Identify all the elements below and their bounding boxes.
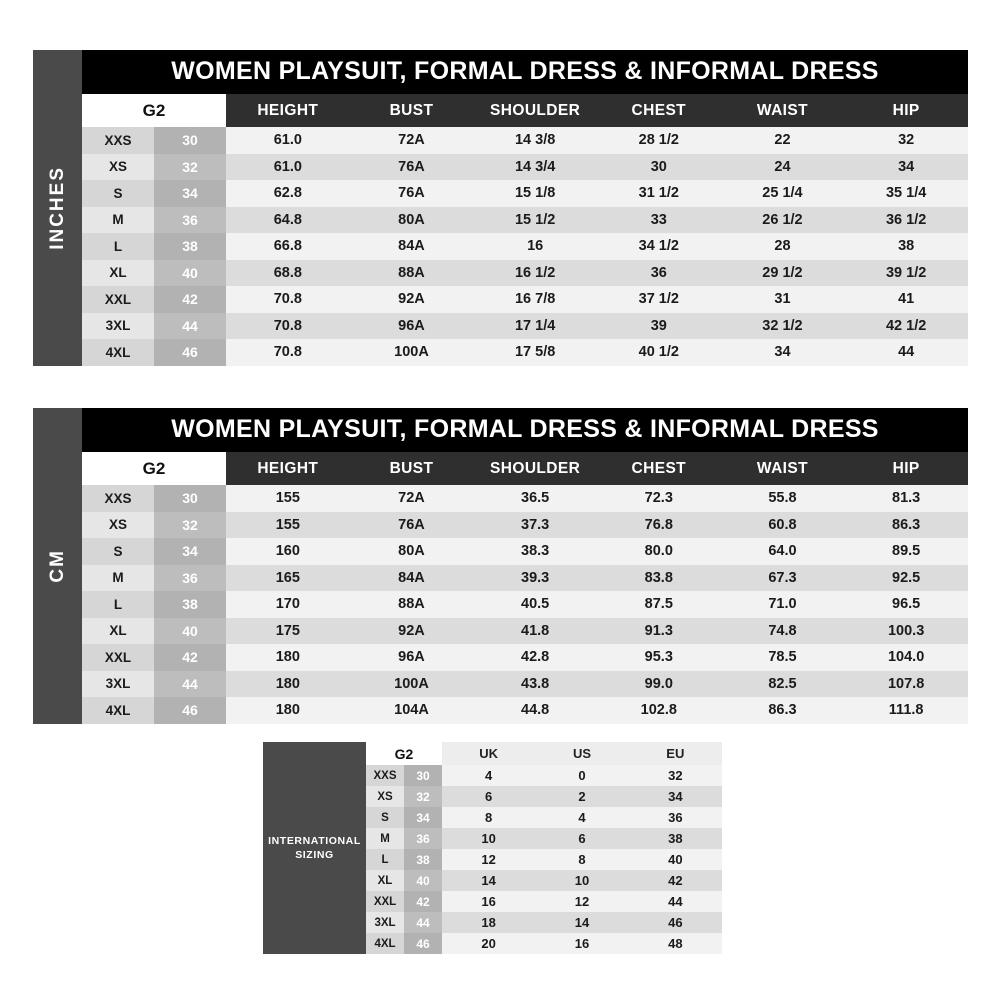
cell-hip: 89.5 xyxy=(844,538,968,565)
cell-bust: 76A xyxy=(350,180,474,207)
header-g2: G2 xyxy=(82,94,226,127)
row-size: XXL xyxy=(82,644,154,671)
table-row xyxy=(82,180,968,207)
cell-shoulder: 16 xyxy=(473,233,597,260)
cell-waist: 67.3 xyxy=(721,565,845,592)
row-num: 34 xyxy=(404,807,442,828)
table-row xyxy=(366,828,722,849)
row-size: 3XL xyxy=(366,912,404,933)
table-row xyxy=(82,313,968,340)
cell-chest: 99.0 xyxy=(597,671,721,698)
cell-bust: 72A xyxy=(350,485,474,512)
row-num: 38 xyxy=(154,591,226,618)
cell-uk: 18 xyxy=(442,912,535,933)
table-header-row xyxy=(82,94,968,127)
cell-shoulder: 43.8 xyxy=(473,671,597,698)
cell-height: 62.8 xyxy=(226,180,350,207)
cell-hip: 100.3 xyxy=(844,618,968,645)
cell-bust: 100A xyxy=(350,671,474,698)
cell-shoulder: 44.8 xyxy=(473,697,597,724)
cell-hip: 35 1/4 xyxy=(844,180,968,207)
row-num: 46 xyxy=(154,339,226,366)
row-size: XS xyxy=(82,512,154,539)
table-row xyxy=(82,671,968,698)
cell-hip: 41 xyxy=(844,286,968,313)
header-height: HEIGHT xyxy=(226,452,350,485)
row-num: 46 xyxy=(404,933,442,954)
row-size: 3XL xyxy=(82,671,154,698)
row-size: L xyxy=(82,591,154,618)
row-num: 38 xyxy=(404,849,442,870)
cell-hip: 81.3 xyxy=(844,485,968,512)
cell-waist: 60.8 xyxy=(721,512,845,539)
unit-label-inches-text: INCHES xyxy=(46,165,68,250)
table-row xyxy=(82,644,968,671)
row-size: S xyxy=(82,538,154,565)
cell-waist: 86.3 xyxy=(721,697,845,724)
row-num: 30 xyxy=(154,127,226,154)
cell-chest: 39 xyxy=(597,313,721,340)
cell-uk: 6 xyxy=(442,786,535,807)
row-num: 42 xyxy=(154,644,226,671)
cell-bust: 84A xyxy=(350,233,474,260)
cell-chest: 36 xyxy=(597,260,721,287)
cell-hip: 34 xyxy=(844,154,968,181)
chart-title-cm: WOMEN PLAYSUIT, FORMAL DRESS & INFORMAL DRESS xyxy=(82,408,968,452)
cell-hip: 96.5 xyxy=(844,591,968,618)
row-num: 46 xyxy=(154,697,226,724)
cell-eu: 40 xyxy=(629,849,722,870)
table-row xyxy=(366,912,722,933)
cell-chest: 91.3 xyxy=(597,618,721,645)
cell-us: 8 xyxy=(535,849,628,870)
cell-uk: 20 xyxy=(442,933,535,954)
cell-hip: 36 1/2 xyxy=(844,207,968,234)
cell-chest: 30 xyxy=(597,154,721,181)
row-num: 40 xyxy=(404,870,442,891)
row-size: 4XL xyxy=(82,697,154,724)
cell-eu: 36 xyxy=(629,807,722,828)
cell-height: 180 xyxy=(226,697,350,724)
cell-hip: 39 1/2 xyxy=(844,260,968,287)
row-size: L xyxy=(366,849,404,870)
size-chart-cm xyxy=(33,408,968,724)
table-header-row xyxy=(366,742,722,765)
cell-chest: 33 xyxy=(597,207,721,234)
header-eu: EU xyxy=(629,742,722,765)
cell-height: 66.8 xyxy=(226,233,350,260)
cell-height: 70.8 xyxy=(226,286,350,313)
cell-shoulder: 39.3 xyxy=(473,565,597,592)
cell-chest: 80.0 xyxy=(597,538,721,565)
row-num: 44 xyxy=(154,671,226,698)
cell-uk: 10 xyxy=(442,828,535,849)
cell-height: 180 xyxy=(226,644,350,671)
cell-chest: 31 1/2 xyxy=(597,180,721,207)
cell-us: 6 xyxy=(535,828,628,849)
row-size: M xyxy=(366,828,404,849)
row-num: 44 xyxy=(154,313,226,340)
cell-hip: 92.5 xyxy=(844,565,968,592)
cell-bust: 88A xyxy=(350,260,474,287)
row-size: XL xyxy=(82,618,154,645)
cell-us: 16 xyxy=(535,933,628,954)
row-size: XL xyxy=(366,870,404,891)
row-size: XS xyxy=(366,786,404,807)
cell-waist: 55.8 xyxy=(721,485,845,512)
cell-bust: 80A xyxy=(350,207,474,234)
table-row xyxy=(366,870,722,891)
header-shoulder: SHOULDER xyxy=(473,94,597,127)
measurements-table-cm xyxy=(82,452,968,724)
row-num: 36 xyxy=(154,207,226,234)
cell-us: 14 xyxy=(535,912,628,933)
row-num: 42 xyxy=(404,891,442,912)
cell-waist: 22 xyxy=(721,127,845,154)
row-size: XL xyxy=(82,260,154,287)
table-row xyxy=(82,618,968,645)
cell-shoulder: 15 1/2 xyxy=(473,207,597,234)
row-size: XXS xyxy=(366,765,404,786)
table-row xyxy=(366,765,722,786)
cell-shoulder: 14 3/8 xyxy=(473,127,597,154)
cell-shoulder: 15 1/8 xyxy=(473,180,597,207)
unit-label-inches xyxy=(33,50,82,366)
cell-hip: 32 xyxy=(844,127,968,154)
cell-bust: 80A xyxy=(350,538,474,565)
cell-uk: 8 xyxy=(442,807,535,828)
cell-height: 160 xyxy=(226,538,350,565)
cell-eu: 48 xyxy=(629,933,722,954)
chart-body-inches xyxy=(82,50,968,366)
cell-height: 61.0 xyxy=(226,127,350,154)
row-size: XXS xyxy=(82,485,154,512)
row-num: 42 xyxy=(154,286,226,313)
cell-hip: 42 1/2 xyxy=(844,313,968,340)
cell-waist: 64.0 xyxy=(721,538,845,565)
cell-height: 68.8 xyxy=(226,260,350,287)
cell-height: 155 xyxy=(226,512,350,539)
row-num: 40 xyxy=(154,618,226,645)
cell-eu: 34 xyxy=(629,786,722,807)
header-hip: HIP xyxy=(844,452,968,485)
table-row xyxy=(82,538,968,565)
row-size: S xyxy=(82,180,154,207)
row-num: 40 xyxy=(154,260,226,287)
table-header-row xyxy=(82,452,968,485)
row-num: 32 xyxy=(154,154,226,181)
cell-shoulder: 17 5/8 xyxy=(473,339,597,366)
cell-height: 165 xyxy=(226,565,350,592)
cell-chest: 37 1/2 xyxy=(597,286,721,313)
row-size: 4XL xyxy=(366,933,404,954)
cell-height: 70.8 xyxy=(226,313,350,340)
cell-shoulder: 16 1/2 xyxy=(473,260,597,287)
cell-waist: 25 1/4 xyxy=(721,180,845,207)
header-hip: HIP xyxy=(844,94,968,127)
cell-uk: 4 xyxy=(442,765,535,786)
cell-height: 180 xyxy=(226,671,350,698)
row-size: XXS xyxy=(82,127,154,154)
unit-label-cm xyxy=(33,408,82,724)
cell-hip: 44 xyxy=(844,339,968,366)
table-row xyxy=(82,127,968,154)
header-chest: CHEST xyxy=(597,94,721,127)
table-row xyxy=(82,286,968,313)
chart-title-inches: WOMEN PLAYSUIT, FORMAL DRESS & INFORMAL DRESS xyxy=(82,50,968,94)
cell-bust: 96A xyxy=(350,644,474,671)
cell-shoulder: 38.3 xyxy=(473,538,597,565)
cell-hip: 104.0 xyxy=(844,644,968,671)
cell-waist: 26 1/2 xyxy=(721,207,845,234)
cell-height: 175 xyxy=(226,618,350,645)
header-waist: WAIST xyxy=(721,94,845,127)
header-bust: BUST xyxy=(350,94,474,127)
table-row xyxy=(366,786,722,807)
cell-eu: 46 xyxy=(629,912,722,933)
cell-chest: 83.8 xyxy=(597,565,721,592)
row-size: 4XL xyxy=(82,339,154,366)
international-sizing-label: INTERNATIONAL SIZING xyxy=(263,742,366,954)
cell-shoulder: 14 3/4 xyxy=(473,154,597,181)
cell-shoulder: 40.5 xyxy=(473,591,597,618)
cell-shoulder: 36.5 xyxy=(473,485,597,512)
header-g2: G2 xyxy=(366,742,442,765)
header-height: HEIGHT xyxy=(226,94,350,127)
table-row xyxy=(82,260,968,287)
measurements-table-inches xyxy=(82,94,968,366)
cell-chest: 102.8 xyxy=(597,697,721,724)
international-sizing-table xyxy=(366,742,722,954)
table-row xyxy=(82,485,968,512)
row-size: XXL xyxy=(366,891,404,912)
cell-us: 10 xyxy=(535,870,628,891)
cell-us: 4 xyxy=(535,807,628,828)
row-num: 38 xyxy=(154,233,226,260)
cell-uk: 12 xyxy=(442,849,535,870)
cell-us: 0 xyxy=(535,765,628,786)
table-row xyxy=(82,154,968,181)
table-row xyxy=(82,339,968,366)
cell-waist: 34 xyxy=(721,339,845,366)
cell-shoulder: 37.3 xyxy=(473,512,597,539)
cell-hip: 86.3 xyxy=(844,512,968,539)
cell-shoulder: 41.8 xyxy=(473,618,597,645)
size-chart-inches xyxy=(33,50,968,366)
cell-chest: 40 1/2 xyxy=(597,339,721,366)
cell-hip: 107.8 xyxy=(844,671,968,698)
cell-waist: 82.5 xyxy=(721,671,845,698)
row-size: XS xyxy=(82,154,154,181)
header-waist: WAIST xyxy=(721,452,845,485)
cell-waist: 74.8 xyxy=(721,618,845,645)
row-num: 36 xyxy=(154,565,226,592)
header-chest: CHEST xyxy=(597,452,721,485)
row-size: M xyxy=(82,207,154,234)
table-row xyxy=(366,807,722,828)
row-num: 34 xyxy=(154,538,226,565)
cell-waist: 24 xyxy=(721,154,845,181)
row-num: 36 xyxy=(404,828,442,849)
row-num: 34 xyxy=(154,180,226,207)
cell-bust: 76A xyxy=(350,154,474,181)
table-row xyxy=(82,207,968,234)
cell-uk: 16 xyxy=(442,891,535,912)
cell-us: 2 xyxy=(535,786,628,807)
row-num: 32 xyxy=(154,512,226,539)
row-num: 32 xyxy=(404,786,442,807)
cell-waist: 78.5 xyxy=(721,644,845,671)
row-num: 30 xyxy=(404,765,442,786)
table-row xyxy=(82,512,968,539)
cell-waist: 31 xyxy=(721,286,845,313)
chart-body-cm xyxy=(82,408,968,724)
row-size: S xyxy=(366,807,404,828)
table-row xyxy=(82,565,968,592)
cell-waist: 28 xyxy=(721,233,845,260)
cell-chest: 72.3 xyxy=(597,485,721,512)
cell-eu: 38 xyxy=(629,828,722,849)
table-row xyxy=(82,591,968,618)
header-shoulder: SHOULDER xyxy=(473,452,597,485)
cell-bust: 72A xyxy=(350,127,474,154)
table-row xyxy=(366,891,722,912)
header-bust: BUST xyxy=(350,452,474,485)
cell-shoulder: 17 1/4 xyxy=(473,313,597,340)
cell-hip: 38 xyxy=(844,233,968,260)
cell-height: 61.0 xyxy=(226,154,350,181)
cell-waist: 29 1/2 xyxy=(721,260,845,287)
cell-shoulder: 42.8 xyxy=(473,644,597,671)
row-size: 3XL xyxy=(82,313,154,340)
table-row xyxy=(82,697,968,724)
cell-shoulder: 16 7/8 xyxy=(473,286,597,313)
cell-waist: 32 1/2 xyxy=(721,313,845,340)
table-row xyxy=(82,233,968,260)
cell-height: 170 xyxy=(226,591,350,618)
cell-uk: 14 xyxy=(442,870,535,891)
cell-height: 70.8 xyxy=(226,339,350,366)
cell-bust: 92A xyxy=(350,286,474,313)
table-row xyxy=(366,933,722,954)
cell-chest: 95.3 xyxy=(597,644,721,671)
cell-eu: 42 xyxy=(629,870,722,891)
cell-chest: 76.8 xyxy=(597,512,721,539)
row-size: M xyxy=(82,565,154,592)
cell-bust: 96A xyxy=(350,313,474,340)
header-g2: G2 xyxy=(82,452,226,485)
cell-eu: 32 xyxy=(629,765,722,786)
row-num: 44 xyxy=(404,912,442,933)
cell-height: 155 xyxy=(226,485,350,512)
cell-waist: 71.0 xyxy=(721,591,845,618)
cell-chest: 87.5 xyxy=(597,591,721,618)
table-row xyxy=(366,849,722,870)
cell-bust: 76A xyxy=(350,512,474,539)
row-size: L xyxy=(82,233,154,260)
row-num: 30 xyxy=(154,485,226,512)
cell-hip: 111.8 xyxy=(844,697,968,724)
international-sizing-chart xyxy=(263,742,722,954)
cell-eu: 44 xyxy=(629,891,722,912)
row-size: XXL xyxy=(82,286,154,313)
header-us: US xyxy=(535,742,628,765)
cell-us: 12 xyxy=(535,891,628,912)
cell-height: 64.8 xyxy=(226,207,350,234)
header-uk: UK xyxy=(442,742,535,765)
cell-chest: 28 1/2 xyxy=(597,127,721,154)
cell-chest: 34 1/2 xyxy=(597,233,721,260)
cell-bust: 92A xyxy=(350,618,474,645)
cell-bust: 88A xyxy=(350,591,474,618)
unit-label-cm-text: CM xyxy=(46,548,68,583)
cell-bust: 84A xyxy=(350,565,474,592)
cell-bust: 104A xyxy=(350,697,474,724)
cell-bust: 100A xyxy=(350,339,474,366)
